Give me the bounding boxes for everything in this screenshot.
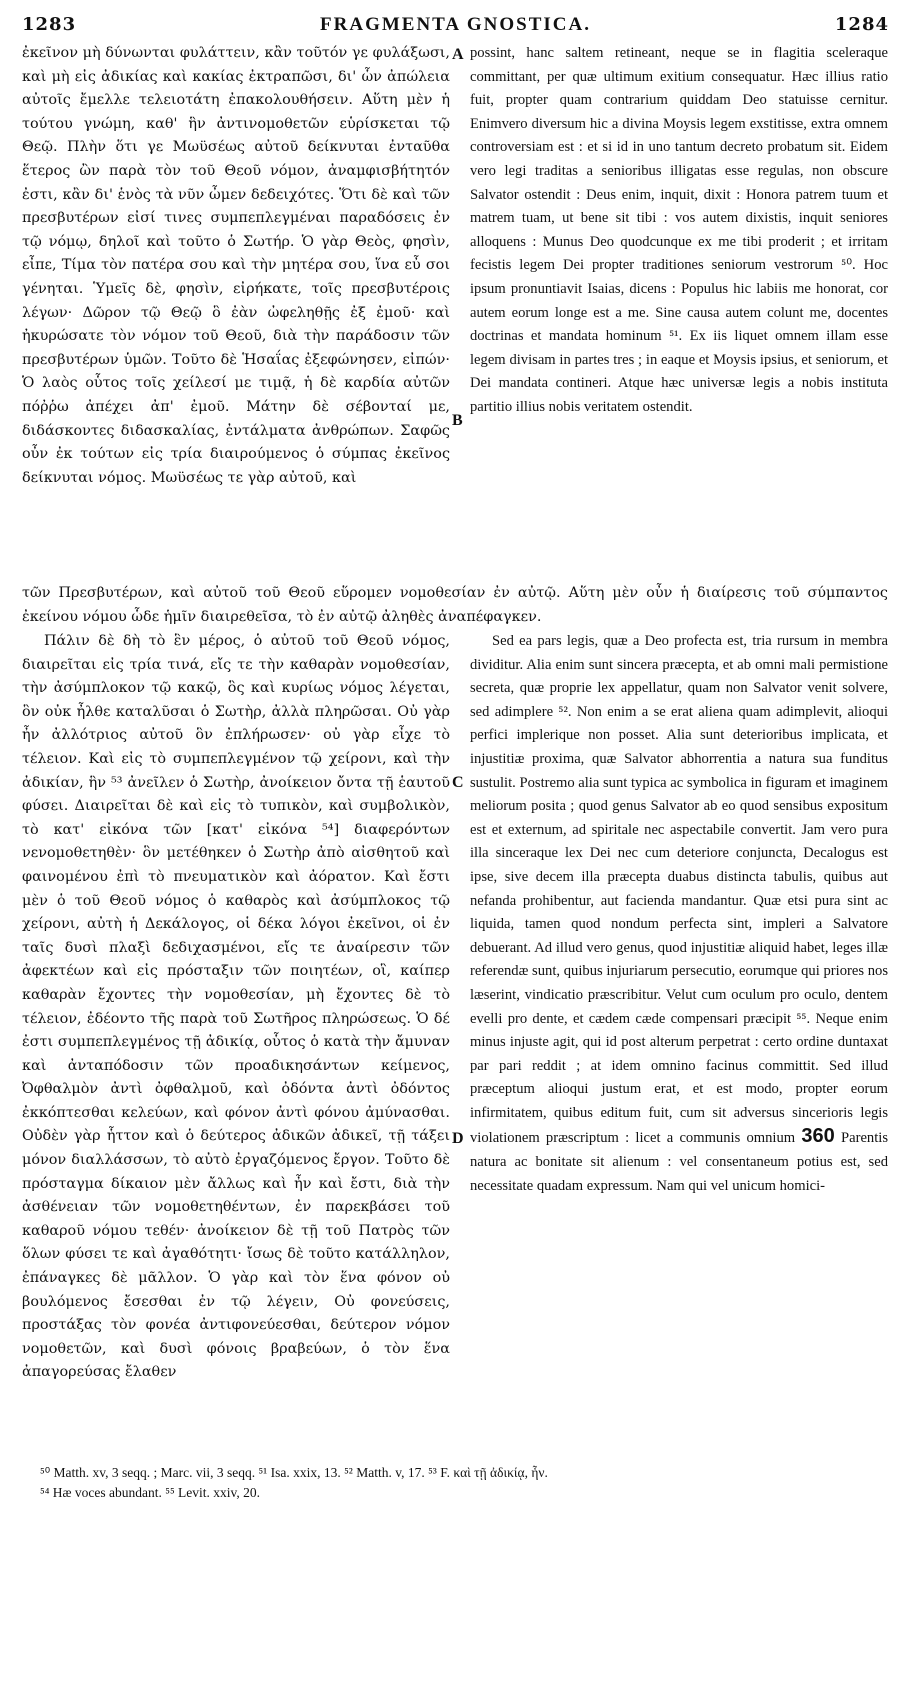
latin-column-bottom: [470, 630, 888, 1700]
latin-text-after-number: Parentis natura ac bonitate sit alienum : vel consentaneum potius est, sed necessitate quadam expressum. Nam qui vel unicum homici-: [470, 1130, 888, 1194]
footnote-line-1: ⁵⁰ Matth. xv, 3 seqq. ; Marc. vii, 3 seqq. ⁵¹ Isa. xxix, 13. ⁵² Matth. v, 17. ⁵³ F. καὶ τῇ ἀδικίᾳ, ἦν.: [40, 1465, 548, 1480]
left-page-number: 1283: [22, 14, 77, 35]
latin-column-top: [470, 42, 888, 582]
margin-marker-d: D: [452, 1130, 464, 1147]
margin-marker-b: B: [452, 412, 463, 429]
greek-paragraph-top: ἐκεῖνον μὴ δύνωνται φυλάττειν, κἂν τοῦτόν γε φυλάξωσι, καὶ μὴ εἰς ἀδικίας καὶ κακίας ἐκτραπῶσι, δι' ὧν ἀπώλεια αὐτοῖς ἔμελλε τελειοτάτη ἐπακολουθήσειν. Αὕτη μὲν ἡ τούτου γνώμη, καθ' ἣν ἀντινομοθετῶν εὑρίσκεται τῷ Θεῷ. Πλὴν ὅτι γε Μωϋσέως αὐτοῦ δείκνυται ἐνταῦθα ἕτερος ὢν παρὰ τὸν τοῦ Θεοῦ νόμον, ἀναμφισβήτητόν ἐστι, κἂν δι' ἑνὸς τὰ νῦν ὦμεν δεδειχότες. Ὅτι δὲ καὶ τῶν πρεσβυτέρων εἰσί τινες συμπεπλεγμέναι παραδόσεις ἐν τῷ νόμῳ, δηλοῖ καὶ τοῦτο ὁ Σωτήρ. Ὁ γὰρ Θεὸς, φησὶν, εἶπε, Τίμα τὸν πατέρα σου καὶ τὴν μητέρα σου, ἵνα εὖ σοι γένηται. Ὑμεῖς δὲ, φησὶν, εἰρήκατε, τοῖς πρεσβυτέροις λέγων· Δῶρον τῷ Θεῷ ὃ ἐὰν ὠφεληθῇς ἐξ ἐμοῦ· καὶ ἠκυρώσατε τὸν νόμον τοῦ Θεοῦ, διὰ τὴν παράδοσιν τῶν πρεσβυτέρων ὑμῶν. Τοῦτο δὲ Ἡσαΐας ἐξεφώνησεν, εἰπών· Ὁ λαὸς οὗτος τοῖς χείλεσί με τιμᾷ, ἡ δὲ καρδία αὐτῶν πόῤῥω ἀπέχει ἀπ' ἐμοῦ. Μάτην δὲ σέβονταί με, διδάσκοντες διδασκαλίας, ἐντάλματα ἀνθρώπων. Σαφῶς οὖν ἐκ τούτων εἰς τρία διαιρούμενος ὁ σύμπας ἐκεῖνος δείκνυται νόμος. Μωϋσέως τε γὰρ αὐτοῦ, καὶ: [22, 45, 450, 486]
latin-paragraph-top: possint, hanc saltem retineant, neque se in flagitia scelerаque committant, per quæ ultimum exitium consequatur. Hæc illius ratio fuit, propter quam contrarium quiddam Deo statuisse cernitur. Enimvero diversum hic a divina Moysis legem exstitisse, extra omnem controversiam est : et si id in uno tantum decreto probatum sit. Eidem vero legi traditas a senioribus illigatas esse regulas, non obscure Salvator ostendit : Deus enim, inquit, dixit : Honora patrem tuum et matrem tuam, ut bene sit tibi : vos autem dixistis, inquit seniores alloquens : Munus Deo quodcunque ex me tibi proderit ; et irritam fecistis legem Dei propter traditiones seniorum vestrorum ⁵⁰. Hoc ipsum pronuntiavit Isaias, dicens : Populus hic labiis me honorat, cor autem eorum longe est a me. Sine causa autem colunt me, docentes doctrinas et mandata hominum ⁵¹. Ex iis liquet omnem illam esse legem divisam in partes tres ; in eaque et Moysis ipsius, et seniorum, et Dei mandata contineri. Atque hæc universæ legis a nobis instituta partitio illius nobis veritatem ostendit.: [470, 45, 888, 415]
running-title: FRAGMENTA GNOSTICA.: [320, 14, 591, 35]
margin-marker-c: C: [452, 774, 464, 791]
footnote-line-2: ⁵⁴ Hæ voces abundant. ⁵⁵ Levit. xxiv, 20.: [40, 1485, 261, 1500]
latin-text-before-number: Sed ea pars legis, quæ a Deo profecta est, tria rursum in membra dividitur. Alia enim sunt sincera præcepta, et ab omni mali permistione secreta, quæ proprie lex appellatur, quam non Salvator venit solvere, sed adimplere ⁵². Non enim a se erat aliena quam adimplevit, alioqui perfici implerique non posset. Alia sunt deterioribus implicata, et injustitiæ proxima, quæ Salvator abhorrentia a natura sua funditus sustulit. Postremo alia sunt typica ac symbolica in figuram et imaginem meliorum posita ; quod genus Salvator ab eo quod sensibus expositum est et externum, ad spiritale nec aspectabile convertit. Jam vero pura illa sinceraque lex Dei nec cum deteriore conjuncta, Decalogus est ipse, sive decem illa præcepta duabus distincta tabulis, quibus aut nefanda prohibentur, aut facienda mandantur. Quæ etsi pura sint ac liquida, tamen quod nondum perfecta sint, impleri a Salvatore debuerant. Ad illud vero genus, quod injustitiæ aliquid habet, leges illæ referendæ sunt, quibus injuriarum persecutio, eorumque qui priores nos læserint, vindicatio præscribitur. Velut cum oculum pro oculo, dentem evelli pro dente, et cædem cæde compensari præcipit ⁵⁵. Neque enim minus injuste agit, qui id post alterum perpetrat : certo ordine duntaxat par pari reddit ; at idem omnino facinus committit. Sed illud præceptum alioqui justum erat, et est modo, propter eorum infirmitatem, quibus editum fuit, cum sit adversus sincerioris legis violationem præscriptum : licet a communis omnium: [470, 633, 888, 1147]
greek-column-top: [22, 42, 450, 582]
latin-paragraph-bottom: [470, 630, 888, 1198]
column-number: 360: [801, 1125, 835, 1148]
greek-paragraph-bottom: Πάλιν δὲ δὴ τὸ ἓν μέρος, ὁ αὐτοῦ τοῦ Θεοῦ νόμος, διαιρεῖται εἰς τρία τινά, εἴς τε τὴν καθαρὰν νομοθεσίαν, τὴν ἀσύμπλοκον τῷ κακῷ, ὃς καὶ κυρίως νόμος λέγεται, ὃν οὐκ ἦλθε καταλῦσαι ὁ Σωτὴρ, ἀλλὰ πληρῶσαι. Οὐ γὰρ ἦν ἀλλότριος αὐτοῦ ὃν ἐπλήρωσεν· οὐ γὰρ εἶχε τὸ τέλειον. Καὶ εἰς τὸ συμπεπλεγμένον τῷ χείρονι, καὶ τὴν ἀδικίαν, ἣν ⁵³ ἀνεῖλεν ὁ Σωτὴρ, ἀνοίκειον ὄντα τῇ ἑαυτοῦ φύσει. Διαιρεῖται δὲ καὶ εἰς τὸ τυπικὸν, καὶ συμβολικὸν, τὸ κατ' εἰκόνα τῶν [κατ' εἰκόνα ⁵⁴] διαφερόντων νενομοθετηθὲν· ὃν μετέθηκεν ὁ Σωτὴρ ἀπὸ αἰσθητοῦ καὶ φαινομένου ἐπὶ τὸ πνευματικὸν καὶ ἀόρατον. Καὶ ἔστι μὲν ὁ τοῦ Θεοῦ νόμος ὁ καθαρὸς καὶ ἀσύμπλοκος τῷ χείρονι, αὐτὴ ἡ Δεκάλογος, οἱ δέκα λόγοι ἐκεῖνοι, οἱ ἐν ταῖς δυσὶ πλαξὶ δεδιχασμένοι, εἴς τε ἀναίρεσιν τῶν ἀφεκτέων καὶ εἰς πρόσταξιν τῶν ποιητέων, οἳ, καίπερ καθαρὰν ἔχοντες τὴν νομοθεσίαν, μὴ ἔχοντες δὲ τὸ τέλειον, ἐδέοντο τῆς παρὰ τοῦ Σωτῆρος πληρώσεως. Ὁ δέ ἐστι συμπεπλεγμένος τῇ ἀδικίᾳ, οὗτος ὁ κατὰ τὴν ἄμυναν καὶ ἀνταπόδοσιν τῶν προαδικησάντων κείμενος, Ὀφθαλμὸν ἀντὶ ὀφθαλμοῦ, καὶ ὀδόντα ἀντὶ ὀδόντος ἐκκόπτεσθαι κελεύων, καὶ φόνον ἀντὶ φόνου ἀμύνασθαι. Οὐδὲν γὰρ ἧττον καὶ ὁ δεύτερος ἀδικῶν ἀδικεῖ, τῇ τάξει μόνον διαλλάσσων, τὸ αὐτὸ ἐργαζόμενος ἔργον. Τοῦτο δὲ πρόσταγμα δίκαιον μὲν ἄλλως καὶ ἦν καὶ ἔστι, διὰ τὴν ἀσθένειαν τῶν νομοθετηθέντων, ἐν παρεκβάσει τοῦ καθαροῦ νόμου τεθέν· ἀνοίκειον δὲ τῇ τοῦ Πατρὸς τῶν ὅλων φύσει τε καὶ ἀγαθότητι· ἴσως δὲ τοῦτο κατάλληλον, ἐπάναγκες δὲ μᾶλλον. Ὁ γὰρ καὶ τὸν ἕνα φόνον οὐ βουλόμενος ἔσεσθαι ἐν τῷ λέγειν, Οὐ φονεύσεις, προστάξας τὸν φονέα ἀντιφονεύεσθαι, δεύτερον νόμον νομοθετῶν, καὶ δυσὶ φόνοις βραβεύων, ὁ τὸν ἕνα ἀπαγορεύσας ἔλαθεν: [22, 633, 450, 1381]
margin-marker-a: A: [452, 46, 464, 63]
greek-column-bottom: [22, 630, 450, 1700]
greek-full-line-text: τῶν Πρεσβυτέρων, καὶ αὐτοῦ τοῦ Θεοῦ εὕρομεν νομοθεσίαν ἐν αὐτῷ. Αὕτη μὲν οὖν ἡ διαίρεσις τοῦ σύμπαντος ἐκείνου νόμου ὧδε ἡμῖν διαιρεθεῖσα, τὸ ἐν αὐτῷ ἀληθὲς ἀναπέφαγκεν.: [22, 585, 888, 625]
right-page-number: 1284: [834, 14, 889, 35]
greek-full-width-line: [22, 582, 888, 630]
